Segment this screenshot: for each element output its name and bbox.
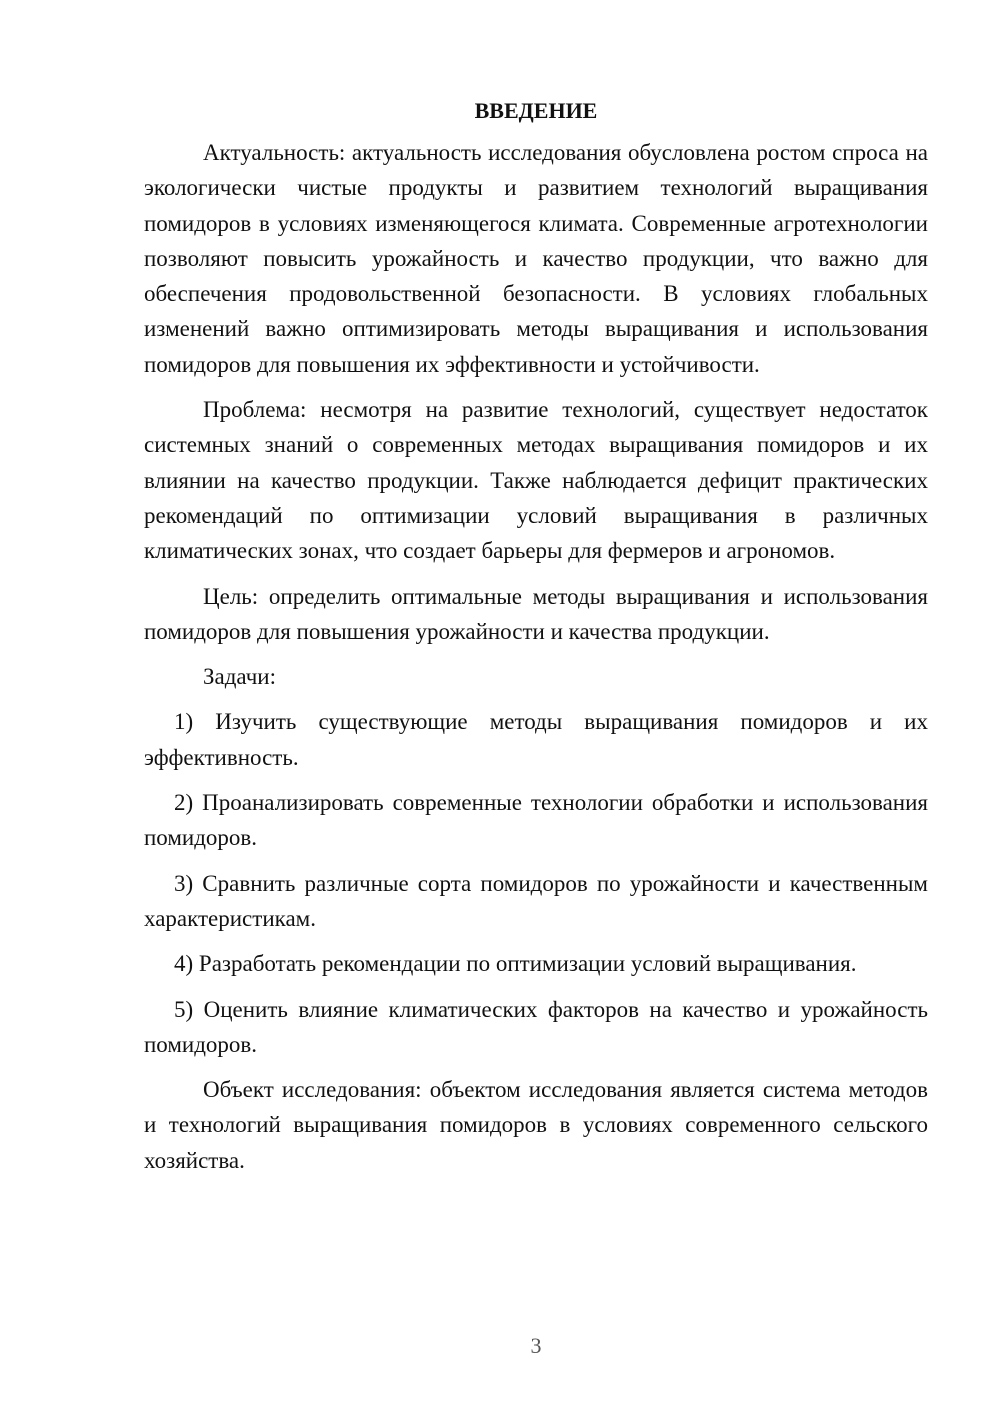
paragraph-relevance: Актуальность: актуальность исследования обусловлена ростом спроса на экологически чистые продукты и развитием технологий выращивания помидоров в условиях изменяющегося климата. Современные агротехнологии позволяют повысить урожайность и качество продукции, что важно для обеспечения продовольственной безопасности. В условиях глобальных изменений важно оптимизировать методы выращивания и использования помидоров для повышения их эффективности и устойчивости. <box>144 140 928 377</box>
paragraph-goal: Цель: определить оптимальные методы выращивания и использования помидоров для повышения урожайности и качества продукции. <box>144 583 928 644</box>
task-item-2: 2) Проанализировать современные технологии обработки и использования помидоров. <box>144 790 928 851</box>
paragraph-object: Объект исследования: объектом исследования является система методов и технологий выращивания помидоров в условиях современного сельского хозяйства. <box>144 1077 928 1173</box>
section-title: ВВЕДЕНИЕ <box>474 98 598 123</box>
page-number: 3 <box>530 1333 542 1358</box>
task-item-4: 4) Разработать рекомендации по оптимизации условий выращивания. <box>174 951 857 977</box>
paragraph-problem: Проблема: несмотря на развитие технологий, существует недостаток системных знаний о современных методах выращивания помидоров и их влиянии на качество продукции. Также наблюдается дефицит практических рекомендаций по оптимизации условий выращивания в различных климатических зонах, что создает барьеры для фермеров и агрономов. <box>144 397 928 564</box>
task-item-5: 5) Оценить влияние климатических факторов на качество и урожайность помидоров. <box>144 996 928 1057</box>
page-content <box>144 93 928 1188</box>
tasks-label: Задачи: <box>203 664 276 690</box>
task-item-3: 3) Сравнить различные сорта помидоров по урожайности и качественным характеристикам. <box>144 870 928 931</box>
task-item-1: 1) Изучить существующие методы выращивания помидоров и их эффективность. <box>144 709 928 770</box>
